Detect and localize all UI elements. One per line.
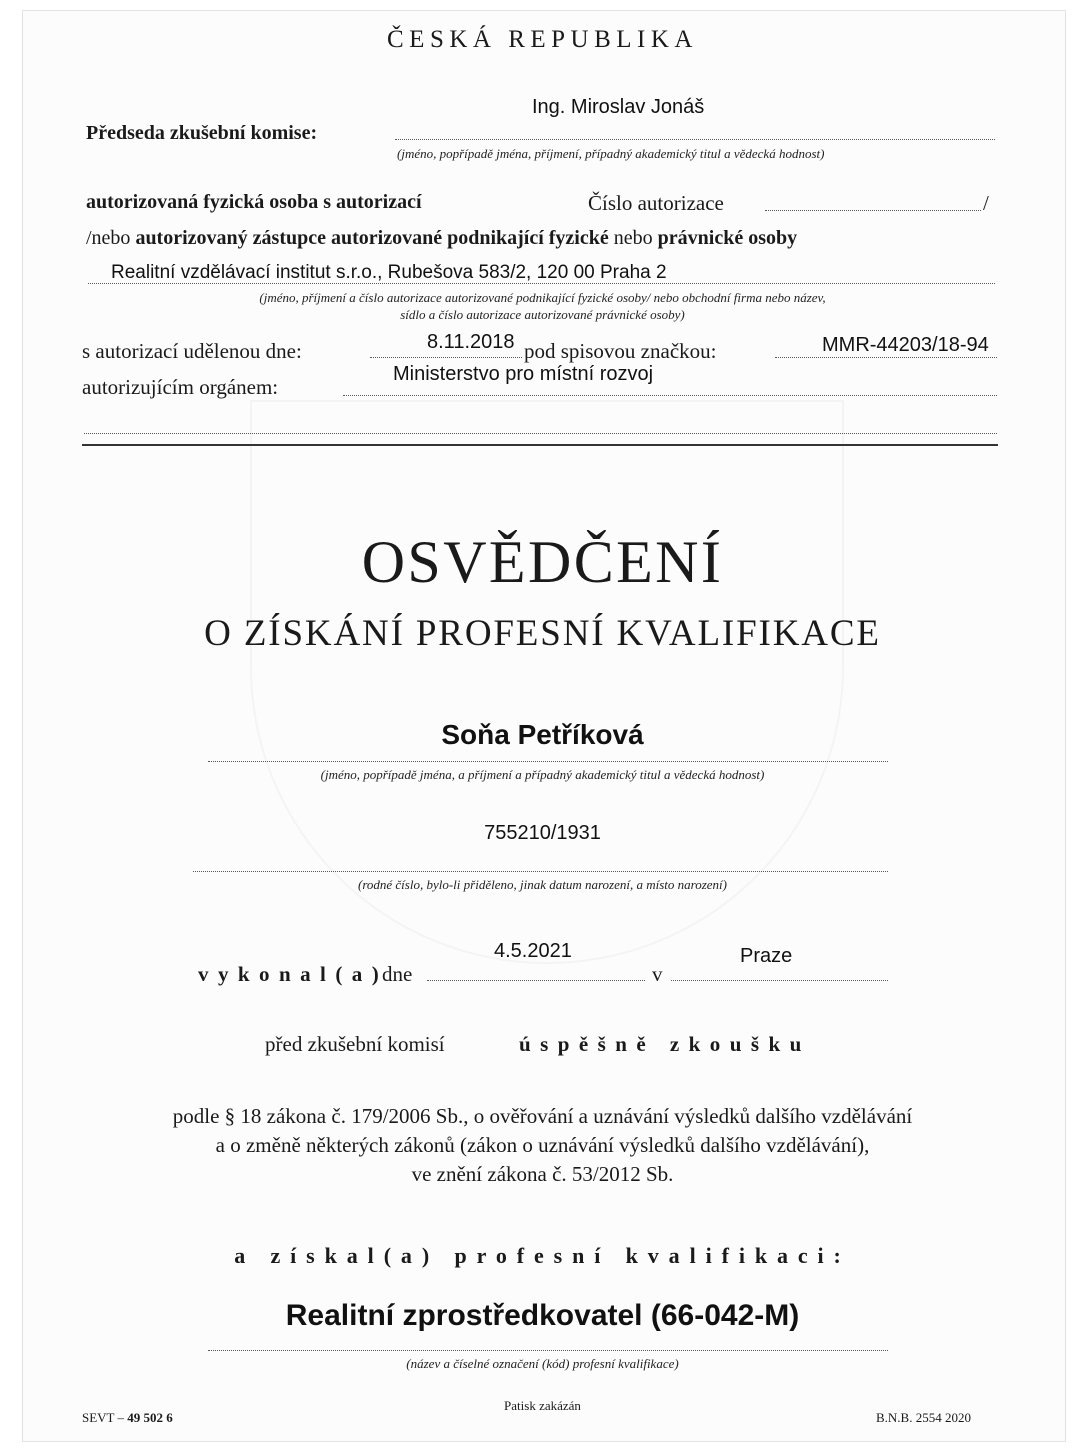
qualification-dotted-line — [208, 1350, 888, 1351]
auth-line2-mid: nebo — [613, 227, 653, 249]
qualification-value: Realitní zprostředkovatel (66-042-M) — [285, 1299, 800, 1332]
entity-dotted-line — [88, 283, 995, 284]
auth-line2-bold2: právnické osoby — [657, 227, 798, 249]
granted-label: s autorizací udělenou dne: — [82, 339, 302, 363]
granted-date-value: 8.11.2018 — [427, 331, 515, 353]
section-divider — [82, 444, 998, 446]
granted-dotted-line — [370, 357, 522, 358]
exam-place-label: v — [652, 962, 663, 986]
certificate-title: OSVĚDČENÍ — [361, 529, 724, 595]
file-dotted-line — [775, 357, 997, 358]
exam-place-value: Praze — [740, 945, 793, 967]
footer-left-prefix: SEVT – — [82, 1410, 125, 1425]
law-line-1: podle § 18 zákona č. 179/2006 Sb., o ověřování a uznávání výsledků dalšího vzdělávání — [172, 1104, 913, 1128]
auth-line2-prefix: /nebo — [86, 227, 131, 249]
footer-right: B.N.B. 2554 2020 — [876, 1410, 971, 1425]
exam-performed: vykonal(a) — [198, 962, 389, 986]
holder-birth-id: 755210/1931 — [484, 822, 601, 844]
authority-value: Ministerstvo pro místní rozvoj — [393, 363, 654, 385]
footer-left-code: 49 502 6 — [127, 1410, 173, 1425]
authority-dotted-line — [343, 395, 997, 396]
birth-dotted-line — [193, 871, 888, 872]
authority-label: autorizujícím orgánem: — [82, 375, 279, 399]
exam-result: úspěšně zkoušku — [519, 1032, 811, 1056]
holder-name-note: (jméno, popřípadě jména, a příjmení a případný akademický titul a vědecká hodnost) — [320, 767, 765, 782]
exam-date-value: 4.5.2021 — [494, 940, 572, 962]
law-line-3: ve znění zákona č. 53/2012 Sb. — [411, 1162, 674, 1186]
extra-dotted-line — [84, 433, 997, 434]
qualification-note: (název a číselné označení (kód) profesní kvalifikace) — [406, 1356, 679, 1371]
auth-number-dotted-line — [765, 210, 981, 211]
exam-before: před zkušební komisí — [265, 1032, 445, 1056]
law-line-2: a o změně některých zákonů (zákon o uznávání výsledků dalšího vzdělávání), — [215, 1133, 870, 1157]
file-number-value: MMR-44203/18-94 — [822, 334, 989, 356]
certificate-subtitle: O ZÍSKÁNÍ PROFESNÍ KVALIFIKACE — [204, 613, 881, 654]
auth-number-slash: / — [983, 191, 989, 215]
auth-line2 — [86, 227, 797, 250]
holder-name: Soňa Petříková — [441, 719, 644, 750]
qualification-heading: a získal(a) profesní kvalifikaci: — [234, 1243, 851, 1268]
auth-line2-bold1: autorizovaný zástupce autorizované podnikající fyzické — [135, 227, 609, 249]
chair-dotted-line — [395, 139, 995, 140]
entity-note-1: (jméno, příjmení a číslo autorizace autorizované podnikající fyzické osoby/ nebo obchodní firma nebo název, — [259, 290, 826, 305]
exam-date-label: dne — [382, 962, 413, 986]
chair-note: (jméno, popřípadě jména, příjmení, případný akademický titul a vědecká hodnost) — [397, 146, 825, 161]
exam-date-dotted-line — [427, 980, 645, 981]
birth-note: (rodné číslo, bylo-li přiděleno, jinak datum narození, a místo narození) — [357, 877, 727, 892]
auth-line1: autorizovaná fyzická osoba s autorizací — [86, 191, 422, 213]
entity-value: Realitní vzdělávací institut s.r.o., Rubešova 583/2, 120 00 Praha 2 — [111, 262, 667, 283]
holder-name-dotted-line — [208, 761, 888, 762]
footer-center: Patisk zakázán — [504, 1398, 581, 1413]
auth-number-label: Číslo autorizace — [588, 191, 724, 215]
chair-name-value: Ing. Miroslav Jonáš — [532, 96, 705, 118]
chair-label: Předseda zkušební komise: — [86, 122, 318, 144]
file-label: pod spisovou značkou: — [524, 339, 717, 363]
entity-note-2: sídlo a číslo autorizace autorizované právnické osoby) — [400, 307, 685, 322]
country-heading: ČESKÁ REPUBLIKA — [387, 26, 698, 53]
exam-place-dotted-line — [671, 980, 888, 981]
